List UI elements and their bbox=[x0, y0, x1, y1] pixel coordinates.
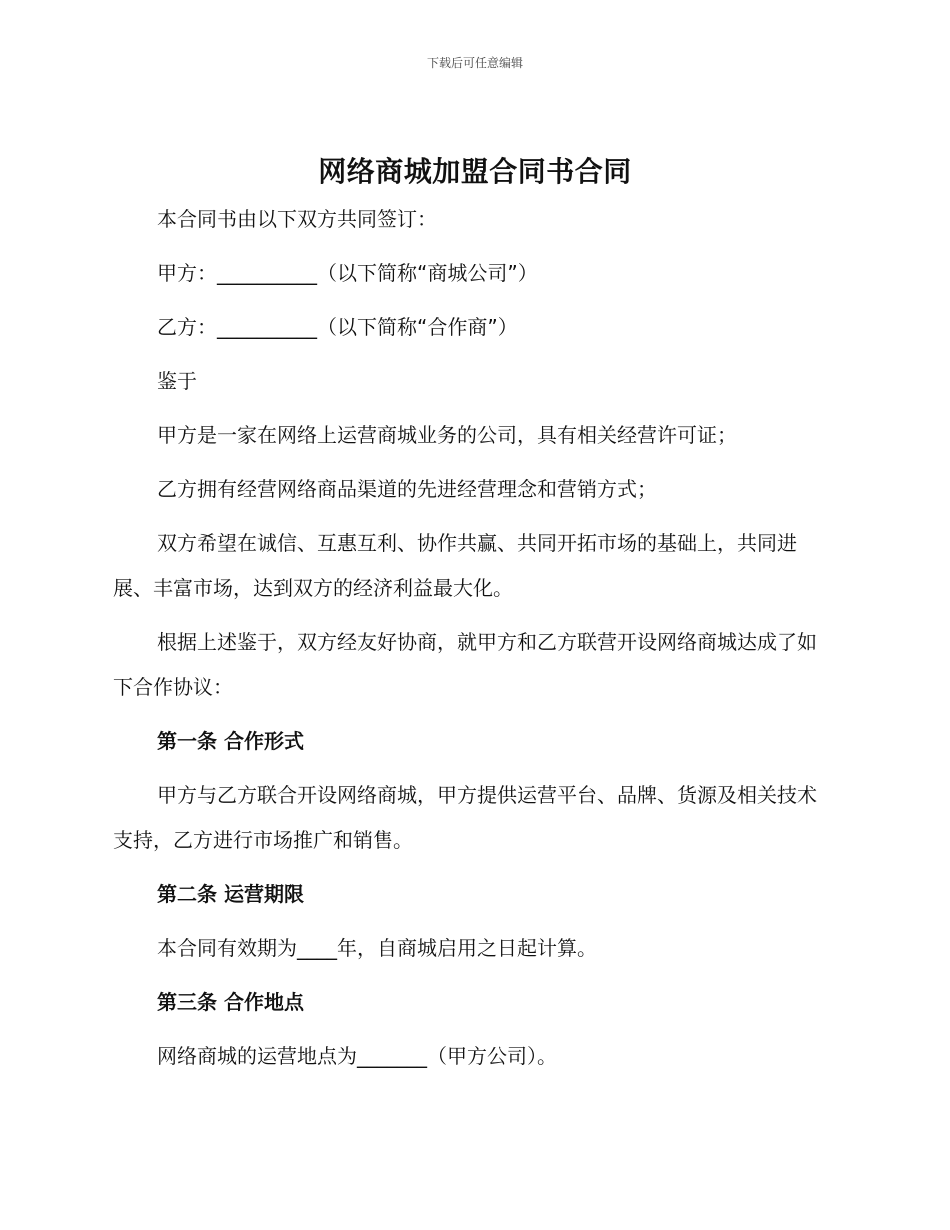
article-1-text: 甲方与乙方联合开设网络商城，甲方提供运营平台、品牌、货源及相关技术支持，乙方进行市场推广和销售。 bbox=[113, 783, 817, 852]
whereas-clause-3: 双方希望在诚信、互惠互利、协作共赢、共同开拓市场的基础上，共同进展、丰富市场，达到双方的经济利益最大化。 bbox=[113, 531, 797, 600]
article-3-heading: 第三条 合作地点 bbox=[157, 990, 304, 1014]
intro-paragraph: 本合同书由以下双方共同签订： bbox=[157, 207, 437, 231]
article-2-text: 本合同有效期为____年，自商城启用之日起计算。 bbox=[157, 936, 597, 960]
document-title: 网络商城加盟合同书合同 bbox=[318, 155, 632, 188]
party-a-line: 甲方：__________（以下简称“商城公司”） bbox=[157, 261, 538, 285]
agreement-intro: 根据上述鉴于，双方经友好协商，就甲方和乙方联营开设网络商城达成了如下合作协议： bbox=[113, 630, 817, 699]
party-b-line: 乙方：__________（以下简称“合作商”） bbox=[157, 315, 518, 339]
whereas-clause-2: 乙方拥有经营网络商品渠道的先进经营理念和营销方式； bbox=[157, 477, 657, 501]
article-2-heading: 第二条 运营期限 bbox=[157, 882, 304, 906]
document-body bbox=[113, 197, 833, 1088]
whereas-heading: 鉴于 bbox=[157, 369, 197, 393]
article-3-text: 网络商城的运营地点为_______（甲方公司）。 bbox=[157, 1044, 557, 1068]
article-1-heading: 第一条 合作形式 bbox=[157, 729, 304, 753]
header-note: 下载后可任意编辑 bbox=[426, 56, 523, 70]
whereas-clause-1: 甲方是一家在网络上运营商城业务的公司，具有相关经营许可证； bbox=[157, 423, 737, 447]
